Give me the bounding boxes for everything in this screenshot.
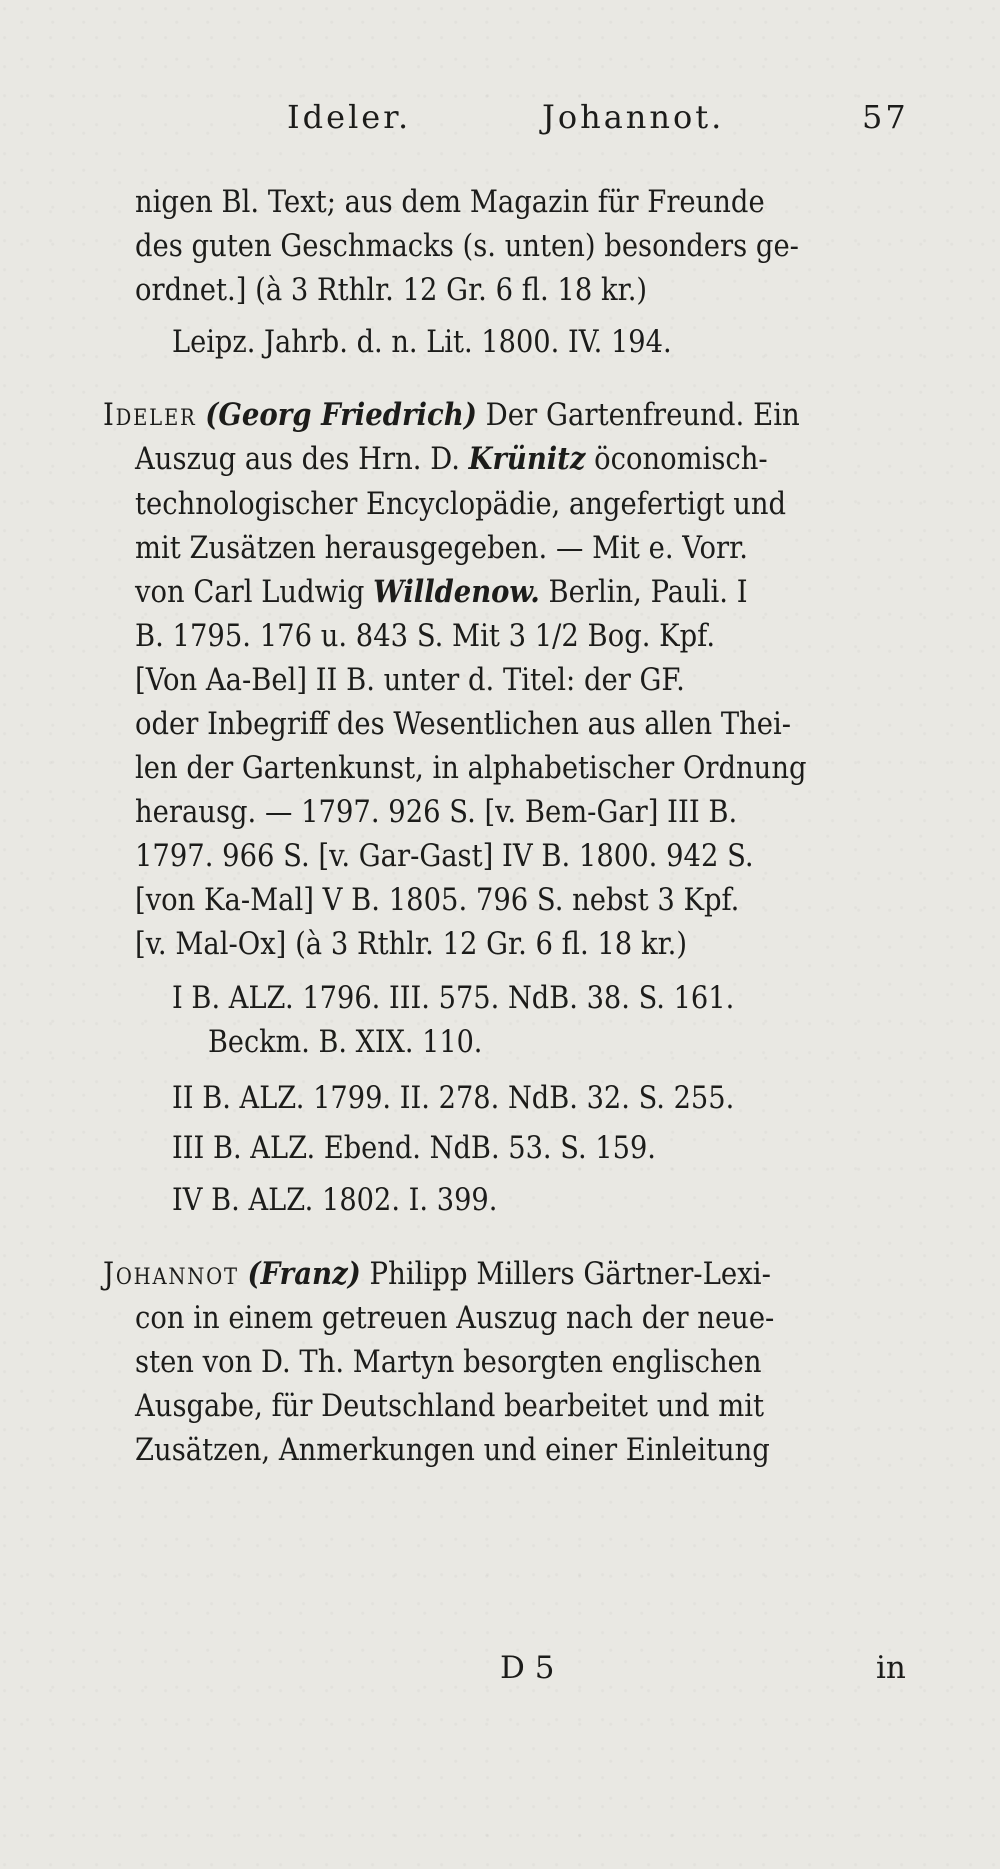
review-reference: I B. ALZ. 1796. III. 575. NdB. 38. S. 161. bbox=[172, 980, 735, 1016]
page-number: 57 bbox=[862, 98, 909, 136]
cited-name: Willdenow. bbox=[373, 574, 540, 610]
signature-mark: D 5 bbox=[500, 1650, 555, 1686]
text-line: [v. Mal-Ox] (à 3 Rthlr. 12 Gr. 6 fl. 18 kr.) bbox=[135, 926, 688, 962]
review-reference: Leipz. Jahrb. d. n. Lit. 1800. IV. 194. bbox=[172, 324, 672, 360]
text-line: 1797. 966 S. [v. Gar-Gast] IV B. 1800. 942 S. bbox=[135, 838, 754, 874]
text-line: [Von Aa-Bel] II B. unter d. Titel: der GF. bbox=[135, 662, 685, 698]
text-line: nigen Bl. Text; aus dem Magazin für Freunde bbox=[135, 184, 765, 220]
text-line: mit Zusätzen herausgegeben. — Mit e. Vorr. bbox=[135, 530, 748, 566]
review-reference: IV B. ALZ. 1802. I. 399. bbox=[172, 1182, 498, 1218]
review-reference: III B. ALZ. Ebend. NdB. 53. S. 159. bbox=[172, 1130, 656, 1166]
text-line: oder Inbegriff des Wesentlichen aus allen Thei- bbox=[135, 706, 791, 742]
author-forename: (Georg Friedrich) bbox=[205, 397, 477, 433]
catchword: in bbox=[876, 1650, 906, 1686]
header-center: Johannot. bbox=[542, 98, 725, 136]
text-line: len der Gartenkunst, in alphabetischer Ordnung bbox=[135, 750, 807, 786]
review-reference: II B. ALZ. 1799. II. 278. NdB. 32. S. 255. bbox=[172, 1080, 735, 1116]
cited-name: Krünitz bbox=[468, 441, 586, 477]
author-forename: (Franz) bbox=[247, 1256, 361, 1292]
text-line: con in einem getreuen Auszug nach der neue- bbox=[135, 1300, 775, 1336]
entry-heading-ideler: Ideler (Georg Friedrich) Der Gartenfreund. Ein bbox=[103, 397, 800, 433]
text-line: des guten Geschmacks (s. unten) besonders ge- bbox=[135, 228, 799, 264]
text-line: technologischer Encyclopädie, angefertigt und bbox=[135, 486, 787, 522]
author-surname: Ideler bbox=[103, 397, 197, 433]
text-line: herausg. — 1797. 926 S. [v. Bem-Gar] III B. bbox=[135, 794, 738, 830]
header-left: Ideler. bbox=[287, 98, 412, 136]
text-line: Zusätzen, Anmerkungen und einer Einleitung bbox=[135, 1432, 770, 1468]
text-line: von Carl Ludwig Willdenow. Berlin, Pauli. I bbox=[135, 574, 748, 610]
text-line: B. 1795. 176 u. 843 S. Mit 3 1/2 Bog. Kpf. bbox=[135, 618, 716, 654]
text-line: [von Ka-Mal] V B. 1805. 796 S. nebst 3 Kpf. bbox=[135, 882, 740, 918]
running-header bbox=[0, 98, 1000, 138]
author-surname: Johannot bbox=[103, 1256, 239, 1292]
text-line: Auszug aus des Hrn. D. Krünitz öconomisch- bbox=[135, 441, 768, 477]
text-line: sten von D. Th. Martyn besorgten englischen bbox=[135, 1344, 762, 1380]
text-line: ordnet.] (à 3 Rthlr. 12 Gr. 6 fl. 18 kr.) bbox=[135, 272, 648, 308]
review-reference: Beckm. B. XIX. 110. bbox=[208, 1024, 483, 1060]
text-line: Ausgabe, für Deutschland bearbeitet und mit bbox=[135, 1388, 765, 1424]
entry-heading-johannot: Johannot (Franz) Philipp Millers Gärtner-Lexi- bbox=[103, 1256, 771, 1292]
